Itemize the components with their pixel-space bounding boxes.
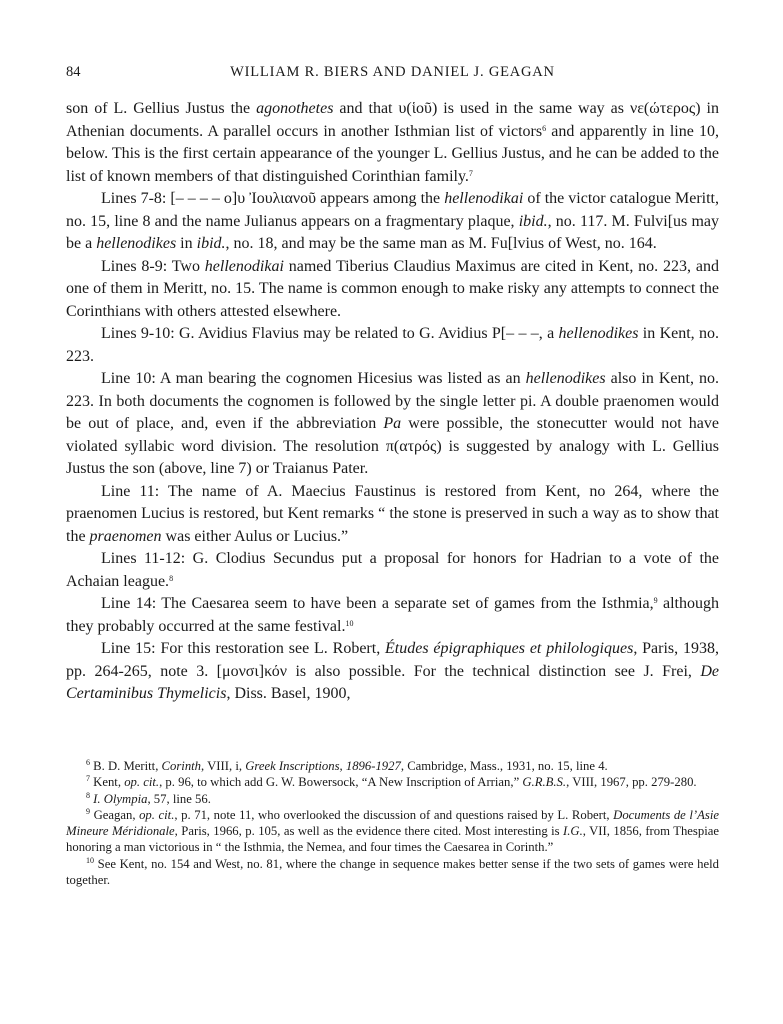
footnote-ref: 6	[542, 123, 547, 133]
text-run: Geagan,	[90, 807, 140, 822]
text-run: Line 14: The Caesarea seem to have been a separate set of games from the Isthmia,	[101, 595, 654, 612]
text-run: , 57, line 56.	[147, 791, 211, 806]
text-run: , VIII, 1967, pp. 279-280.	[566, 775, 697, 790]
italic-text: I.G.	[563, 824, 583, 839]
italic-text: hellenodikai	[444, 190, 524, 207]
text-run: was either Aulus or Lucius.”	[161, 527, 349, 545]
footnote	[66, 758, 719, 774]
italic-text: hellenodikes	[558, 325, 639, 342]
footnote-ref: 10	[345, 618, 354, 628]
italic-text: Documents de l’Asie Mineure Méridionale	[66, 807, 719, 839]
footnote	[66, 791, 719, 807]
text-run: , VII, 1856, from Thespiae honoring a man victorious in “ the Isthmia, the Nemea, and four times the Caesarea in Corinth.”	[66, 824, 719, 855]
footnote-ref: 8	[169, 573, 174, 583]
text-run: B. D. Meritt,	[90, 759, 162, 773]
footnote	[66, 774, 719, 790]
text-run: in Kent, no. 223.	[66, 325, 719, 365]
italic-text: Greek Inscriptions, 1896-1927	[245, 759, 401, 773]
body-paragraph	[66, 323, 719, 368]
body-paragraph	[66, 481, 719, 549]
text-run: Line 10: A man bearing the cognomen Hicesius was listed as an	[101, 370, 526, 387]
footnote-ref: 8	[86, 790, 90, 800]
body-paragraph	[66, 188, 719, 256]
text-run: , Paris, 1966, p. 105, as well as the evidence there cited. Most interesting is	[174, 824, 564, 839]
text-run: , no. 18, and may be the same man as M. Fu[lvius of West, no. 164.	[225, 235, 657, 252]
text-run: , VIII, i,	[201, 759, 246, 773]
body-paragraph	[66, 548, 719, 593]
body-paragraph	[66, 256, 719, 324]
italic-text: hellenodikes	[96, 235, 177, 252]
italic-text: ibid.	[518, 212, 548, 230]
body-paragraph	[66, 593, 719, 638]
italic-text: op. cit.	[124, 775, 160, 790]
italic-text: De Certaminibus Thymelicis	[66, 662, 719, 702]
text-run: and apparently in line 10, below. This is the first certain appearance of the younger L. Gellius Justus, and he can be added to the list of known members of that distinguished Corinthian family.	[66, 122, 720, 185]
text-run: Lines 7-8: [– – – – ο]υ Ἰουλιανοῦ appears among the	[101, 190, 445, 207]
text-run: Kent,	[90, 775, 125, 790]
body-text	[66, 98, 719, 706]
text-run: of the victor catalogue Meritt, no. 15, line 8 and the name Julianus appears on a fragmentary plaque,	[66, 190, 720, 230]
italic-text: praenomen	[89, 527, 162, 545]
text-run: in	[176, 235, 197, 252]
text-run: , p. 71, note 11, who overlooked the discussion of and questions raised by L. Robert,	[174, 807, 614, 822]
footnote	[66, 856, 719, 889]
italic-text: agonothetes	[256, 100, 334, 117]
body-paragraph	[66, 98, 719, 188]
running-title: WILLIAM R. BIERS AND DANIEL J. GEAGAN	[230, 64, 555, 80]
footnote-ref: 9	[86, 806, 90, 816]
italic-text: I. Olympia	[93, 791, 148, 806]
body-paragraph	[66, 638, 719, 706]
text-run: , no. 117. M. Fulvi[us may be a	[66, 212, 719, 252]
footnote-ref: 10	[86, 855, 94, 865]
text-run: , Paris, 1938, pp. 264-265, note 3. [μονσι]κόν is also possible. For the technical distinction see J. Frei,	[66, 640, 719, 680]
footnote-ref: 7	[86, 774, 90, 784]
text-run: and that υ(ἱοῦ) is used in the same way as νε(ώτερος) in Athenian documents. A parallel occurs in another Isthmian list of victors	[66, 100, 720, 140]
italic-text: Études épigraphiques et philologiques	[385, 640, 634, 657]
footnotes	[66, 758, 719, 888]
text-run: , Cambridge, Mass., 1931, no. 15, line 4.	[400, 759, 608, 773]
italic-text: op. cit.	[139, 807, 175, 822]
text-run: were possible, the stonecutter would not have violated syllabic word division. The resolution π(ατρός) is suggested by analogy with L. Gellius Justus the son (above, line 7) or Traianus Pater.	[66, 415, 720, 477]
text-run: Lines 9-10: G. Avidius Flavius may be related to G. Avidius P[– – –, a	[101, 325, 559, 342]
italic-text: hellenodikai	[204, 257, 284, 275]
text-run: son of L. Gellius Justus the	[66, 100, 257, 117]
footnote-ref: 9	[653, 596, 658, 605]
text-run: See Kent, no. 154 and West, no. 81, where the change in sequence makes better sense if the two sets of games were held together.	[66, 856, 719, 888]
footnote-ref: 6	[86, 758, 90, 767]
text-run: Line 15: For this restoration see L. Robert,	[101, 640, 386, 657]
footnote-ref: 7	[468, 168, 473, 178]
italic-text: Pa	[383, 415, 402, 432]
italic-text: hellenodikes	[525, 370, 606, 387]
text-run: Lines 8-9: Two	[101, 257, 205, 275]
text-run: Line 11: The name of A. Maecius Faustinus is restored from Kent, no 264, where the praenomen Lucius is restored, but Kent remarks “ the stone is preserved in such a way as to show that the	[66, 482, 719, 545]
italic-text: ibid.	[196, 235, 226, 252]
italic-text: Corinth	[161, 759, 202, 773]
text-run: also in Kent, no. 223. In both documents the cognomen is followed by the single letter pi. A double praenomen would be out of place, and, even if the abbreviation	[66, 370, 719, 432]
italic-text: G.R.B.S.	[522, 775, 567, 790]
running-header	[66, 64, 719, 82]
text-run: , Diss. Basel, 1900,	[226, 685, 351, 702]
text-run: although they probably occurred at the same festival.	[66, 595, 719, 635]
text-run: Lines 11-12: G. Clodius Secundus put a proposal for honors for Hadrian to a vote of the Achaian league.	[66, 550, 719, 590]
body-paragraph	[66, 368, 719, 481]
text-run: named Tiberius Claudius Maximus are cited in Kent, no. 223, and one of them in Meritt, no. 15. The name is common enough to make risky any attempts to connect the Corinthians with others attested elsewhere.	[66, 257, 719, 320]
footnote	[66, 807, 719, 856]
page-number: 84	[66, 64, 81, 80]
text-run: , p. 96, to which add G. W. Bowersock, “A New Inscription of Arrian,”	[159, 775, 523, 790]
